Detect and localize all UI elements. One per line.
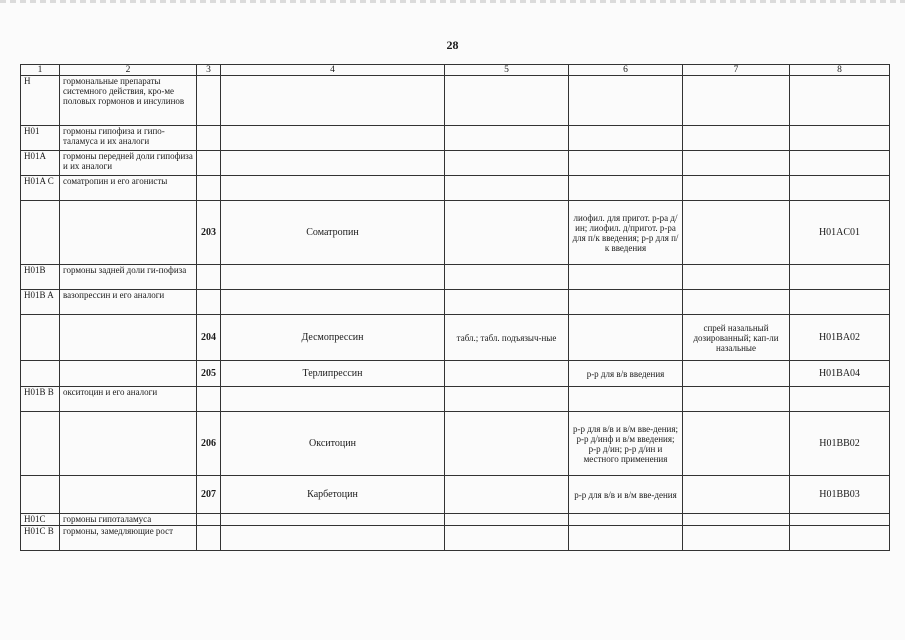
dosage-form-cell: р-р для в/в и в/м вве-дения <box>569 476 683 514</box>
header-cell: 6 <box>569 65 683 76</box>
atc-group-code-cell: H01 <box>21 126 60 151</box>
drug-name-cell: Карбетоцин <box>221 476 445 514</box>
item-number-cell <box>197 176 221 201</box>
dosage-form-cell <box>445 151 569 176</box>
dosage-form-cell <box>569 514 683 526</box>
atc-group-code-cell: H <box>21 76 60 126</box>
dosage-form-cell <box>569 315 683 361</box>
table-row <box>21 514 890 526</box>
drug-name-cell <box>221 290 445 315</box>
atc-group-code-cell <box>21 361 60 387</box>
atc-group-code-cell: H01B A <box>21 290 60 315</box>
dosage-form-cell <box>569 126 683 151</box>
drug-name-cell <box>221 76 445 126</box>
dosage-form-cell: табл.; табл. подъязыч-ные <box>445 315 569 361</box>
dosage-form-cell <box>569 151 683 176</box>
dosage-form-cell <box>683 387 790 412</box>
table-row <box>21 126 890 151</box>
page-number: 28 <box>446 38 459 52</box>
table-row <box>21 151 890 176</box>
dosage-form-cell <box>445 514 569 526</box>
item-number-cell <box>197 265 221 290</box>
group-name-cell <box>60 412 197 476</box>
atc-group-code-cell <box>21 476 60 514</box>
group-name-cell: гормоны гипоталамуса <box>60 514 197 526</box>
item-number-cell <box>197 151 221 176</box>
dosage-form-cell: р-р для в/в введения <box>569 361 683 387</box>
header-cell: 5 <box>445 65 569 76</box>
dosage-form-cell <box>683 176 790 201</box>
drug-name-cell <box>221 151 445 176</box>
dosage-form-cell <box>569 526 683 551</box>
item-number-cell <box>197 76 221 126</box>
atc-code-cell <box>790 151 890 176</box>
dosage-form-cell <box>683 151 790 176</box>
header-row <box>21 65 890 76</box>
dosage-form-cell: спрей назальный дозированный; кап-ли назальные <box>683 315 790 361</box>
atc-group-code-cell: H01A <box>21 151 60 176</box>
dosage-form-cell <box>683 412 790 476</box>
group-name-cell: гормоны, замедляющие рост <box>60 526 197 551</box>
dosage-form-cell <box>445 476 569 514</box>
atc-code-cell <box>790 514 890 526</box>
item-number-cell: 205 <box>197 361 221 387</box>
atc-code-cell: H01BB03 <box>790 476 890 514</box>
dosage-form-cell <box>445 176 569 201</box>
group-name-cell <box>60 315 197 361</box>
atc-code-cell <box>790 176 890 201</box>
atc-code-cell: H01BA02 <box>790 315 890 361</box>
atc-code-cell: H01AC01 <box>790 201 890 265</box>
dosage-form-cell <box>445 126 569 151</box>
header-cell: 2 <box>60 65 197 76</box>
table-row <box>21 387 890 412</box>
dosage-form-cell: лиофил. для пригот. р-ра д/ин; лиофил. д/пригот. р-ра для п/к введения; р-р для п/к введения <box>569 201 683 265</box>
dosage-form-cell <box>683 514 790 526</box>
item-number-cell <box>197 126 221 151</box>
header-cell: 1 <box>21 65 60 76</box>
table-row <box>21 315 890 361</box>
table-row <box>21 526 890 551</box>
item-number-cell <box>197 290 221 315</box>
dosage-form-cell <box>683 476 790 514</box>
dosage-form-cell <box>683 265 790 290</box>
table-row <box>21 176 890 201</box>
dosage-form-cell <box>683 76 790 126</box>
dosage-form-cell <box>569 290 683 315</box>
group-name-cell: окситоцин и его аналоги <box>60 387 197 412</box>
dosage-form-cell <box>683 201 790 265</box>
dosage-form-cell <box>569 76 683 126</box>
table-row <box>21 361 890 387</box>
dosage-form-cell <box>569 387 683 412</box>
dosage-form-cell <box>445 387 569 412</box>
group-name-cell: гормоны гипофиза и гипо-таламуса и их аналоги <box>60 126 197 151</box>
dosage-form-cell: р-р для в/в и в/м вве-дения; р-р д/инф и в/м введения; р-р д/ин; р-р д/ин и местного применения <box>569 412 683 476</box>
item-number-cell <box>197 526 221 551</box>
atc-code-cell: H01BB02 <box>790 412 890 476</box>
atc-group-code-cell <box>21 201 60 265</box>
group-name-cell: гормональные препараты системного действия, кро-ме половых гормонов и инсулинов <box>60 76 197 126</box>
header-cell: 8 <box>790 65 890 76</box>
drug-name-cell <box>221 176 445 201</box>
group-name-cell: вазопрессин и его аналоги <box>60 290 197 315</box>
dosage-form-cell <box>445 76 569 126</box>
drug-name-cell <box>221 526 445 551</box>
table-row <box>21 476 890 514</box>
dosage-form-cell <box>445 526 569 551</box>
drug-list-table <box>20 64 890 551</box>
item-number-cell: 207 <box>197 476 221 514</box>
item-number-cell <box>197 514 221 526</box>
atc-code-cell <box>790 290 890 315</box>
dosage-form-cell <box>445 412 569 476</box>
dosage-form-cell <box>683 290 790 315</box>
dosage-form-cell <box>569 176 683 201</box>
drug-name-cell <box>221 265 445 290</box>
item-number-cell: 204 <box>197 315 221 361</box>
dosage-form-cell <box>683 526 790 551</box>
group-name-cell: гормоны задней доли ги-пофиза <box>60 265 197 290</box>
dosage-form-cell <box>445 265 569 290</box>
atc-code-cell <box>790 265 890 290</box>
drug-name-cell <box>221 126 445 151</box>
header-cell: 4 <box>221 65 445 76</box>
dosage-form-cell <box>683 126 790 151</box>
item-number-cell: 206 <box>197 412 221 476</box>
drug-name-cell: Соматропин <box>221 201 445 265</box>
item-number-cell <box>197 387 221 412</box>
atc-code-cell <box>790 126 890 151</box>
dosage-form-cell <box>445 201 569 265</box>
drug-name-cell <box>221 387 445 412</box>
atc-group-code-cell: H01C B <box>21 526 60 551</box>
header-cell: 7 <box>683 65 790 76</box>
atc-group-code-cell <box>21 315 60 361</box>
atc-code-cell <box>790 526 890 551</box>
group-name-cell <box>60 476 197 514</box>
drug-name-cell: Терлипрессин <box>221 361 445 387</box>
atc-group-code-cell: H01B B <box>21 387 60 412</box>
item-number-cell: 203 <box>197 201 221 265</box>
dosage-form-cell <box>445 361 569 387</box>
atc-group-code-cell: H01A C <box>21 176 60 201</box>
table-row <box>21 290 890 315</box>
header-cell: 3 <box>197 65 221 76</box>
table-row <box>21 265 890 290</box>
drug-name-cell: Окситоцин <box>221 412 445 476</box>
atc-code-cell <box>790 387 890 412</box>
dosage-form-cell <box>445 290 569 315</box>
group-name-cell: гормоны передней доли гипофиза и их аналоги <box>60 151 197 176</box>
table-row <box>21 412 890 476</box>
scan-edge <box>0 0 905 3</box>
group-name-cell: соматропин и его агонисты <box>60 176 197 201</box>
dosage-form-cell <box>569 265 683 290</box>
atc-group-code-cell: H01B <box>21 265 60 290</box>
atc-group-code-cell: H01C <box>21 514 60 526</box>
dosage-form-cell <box>683 361 790 387</box>
atc-code-cell: H01BA04 <box>790 361 890 387</box>
group-name-cell <box>60 361 197 387</box>
table-row <box>21 76 890 126</box>
atc-group-code-cell <box>21 412 60 476</box>
group-name-cell <box>60 201 197 265</box>
drug-name-cell: Десмопрессин <box>221 315 445 361</box>
atc-code-cell <box>790 76 890 126</box>
table-row <box>21 201 890 265</box>
drug-name-cell <box>221 514 445 526</box>
